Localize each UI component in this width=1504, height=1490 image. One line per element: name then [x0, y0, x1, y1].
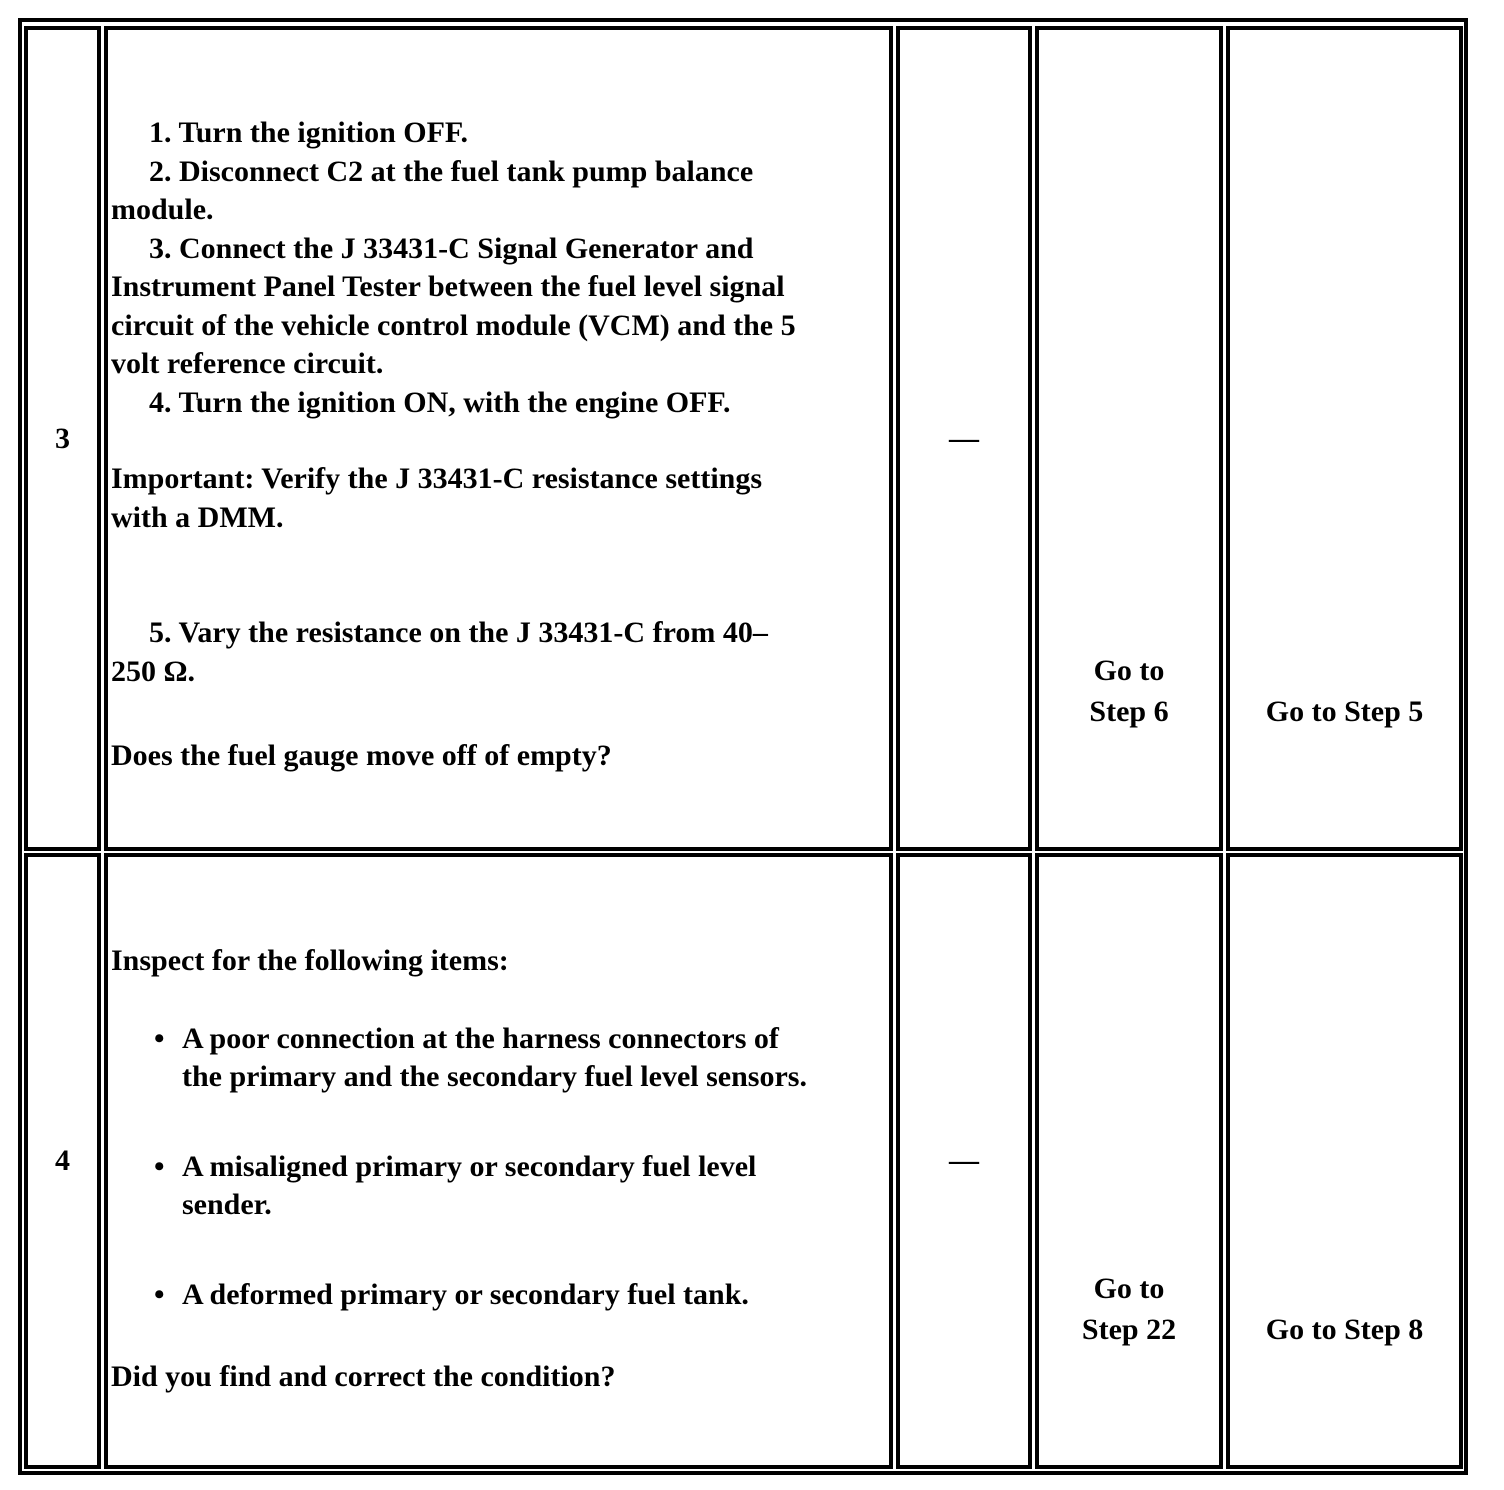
- instruction-line: 1. Turn the ignition OFF.: [149, 116, 468, 149]
- instruction-line: 5. Vary the resistance on the J 33431-C from 40–: [149, 616, 768, 649]
- instruction-line: 2. Disconnect C2 at the fuel tank pump balance: [149, 154, 754, 188]
- list-item-line: the primary and the secondary fuel level sensors.: [182, 1060, 807, 1093]
- step-number-cell: [24, 26, 101, 851]
- instruction-line: 3. Connect the J 33431-C Signal Generator and: [149, 231, 754, 265]
- yes-action-line: Go to: [1093, 654, 1165, 687]
- step-number: 4: [55, 1144, 70, 1177]
- instruction-line: volt reference circuit.: [111, 347, 384, 380]
- step-number-cell: [24, 853, 101, 1469]
- no-cell: [1226, 26, 1463, 851]
- list-item-line: A misaligned primary or secondary fuel level: [182, 1149, 757, 1183]
- value-cell: [896, 853, 1032, 1469]
- question-text: Does the fuel gauge move off of empty?: [111, 739, 612, 772]
- value-dash: —: [949, 1144, 979, 1177]
- list-item: [111, 1148, 885, 1225]
- question-text: Did you find and correct the condition?: [111, 1360, 616, 1393]
- instruction-line: circuit of the vehicle control module (VCM) and the 5: [111, 308, 796, 342]
- instruction-line: module.: [111, 193, 214, 226]
- yes-cell: [1035, 853, 1223, 1469]
- bullet-icon: •: [154, 1277, 165, 1311]
- no-action: Go to Step 5: [1265, 695, 1424, 728]
- bullet-icon: •: [154, 1149, 165, 1183]
- instruction-line: Instrument Panel Tester between the fuel level signal: [111, 270, 785, 303]
- action-cell: [104, 26, 893, 851]
- value-cell: [896, 26, 1032, 851]
- no-cell: [1226, 853, 1463, 1469]
- yes-cell: [1035, 26, 1223, 851]
- list-item: [111, 1020, 885, 1097]
- list-item-line: A deformed primary or secondary fuel tank.: [182, 1277, 749, 1311]
- important-note: with a DMM.: [111, 500, 284, 534]
- no-action: Go to Step 8: [1265, 1313, 1424, 1346]
- yes-action-line: Step 6: [1089, 695, 1169, 728]
- step-number: 3: [55, 421, 70, 455]
- value-dash: —: [949, 421, 979, 455]
- action-cell: [104, 853, 893, 1469]
- list-item-line: sender.: [182, 1188, 272, 1221]
- instruction-line: 250 Ω.: [111, 654, 196, 688]
- inspection-list: [111, 1020, 885, 1315]
- important-note: Important: Verify the J 33431-C resistance settings: [111, 462, 763, 495]
- bullet-icon: •: [154, 1021, 165, 1055]
- instruction-line: Inspect for the following items:: [111, 944, 509, 977]
- instruction-line: 4. Turn the ignition ON, with the engine OFF.: [149, 385, 731, 419]
- yes-action-line: Step 22: [1081, 1313, 1177, 1346]
- yes-action-line: Go to: [1093, 1272, 1165, 1305]
- list-item: [111, 1276, 885, 1315]
- list-item-line: A poor connection at the harness connectors of: [182, 1021, 779, 1055]
